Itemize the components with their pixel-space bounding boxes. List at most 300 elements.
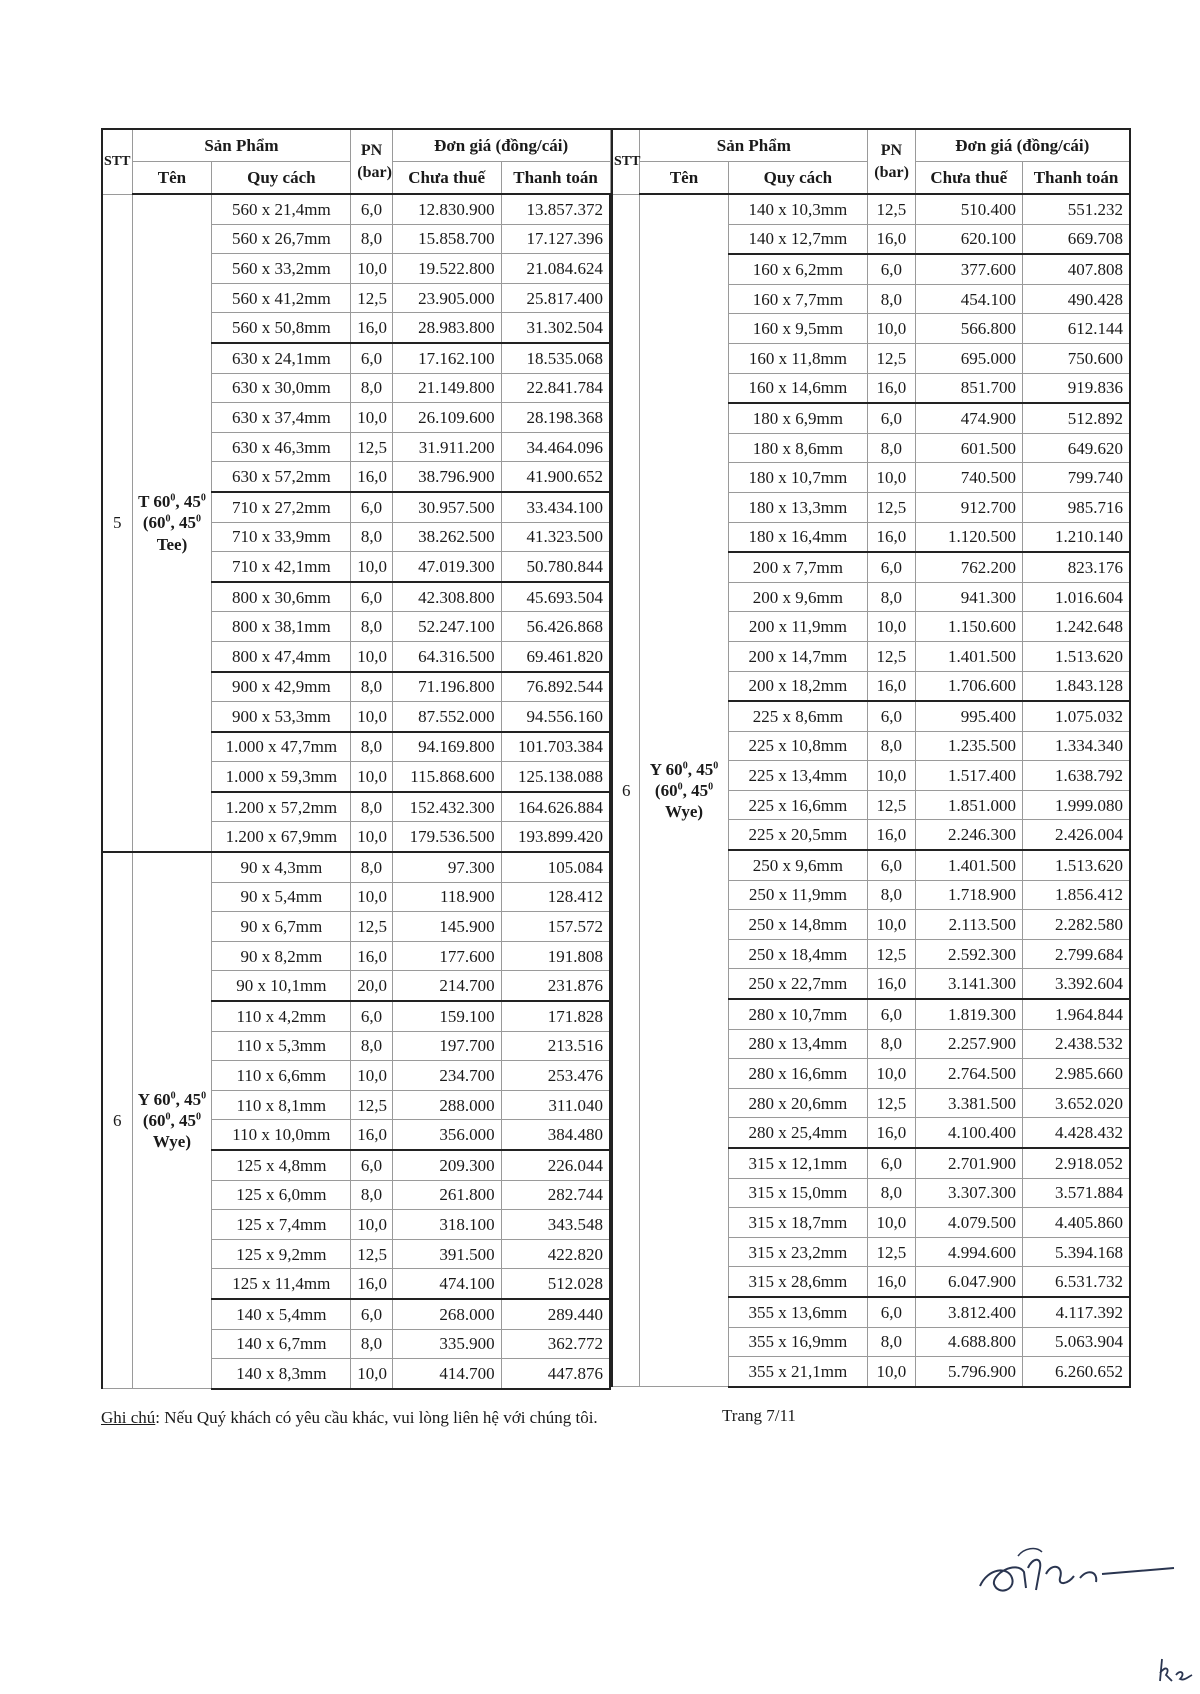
- pn-cell: 12,5: [868, 790, 915, 820]
- pn-cell: 8,0: [868, 284, 915, 314]
- pn-cell: 8,0: [868, 582, 915, 612]
- pn-cell: 6,0: [351, 582, 392, 612]
- spec-cell: 1.000 x 47,7mm: [212, 732, 351, 762]
- price-total: 1.016.604: [1023, 582, 1131, 612]
- header-pn-label: PN: [880, 141, 903, 159]
- pn-cell: 10,0: [868, 1059, 915, 1089]
- name-part: , 45: [175, 1089, 202, 1109]
- price-total: 1.513.620: [1023, 850, 1131, 880]
- degree-sup: 0: [196, 513, 202, 525]
- price-before-tax: 64.316.500: [392, 641, 501, 671]
- price-total: 1.075.032: [1023, 701, 1131, 731]
- price-before-tax: 268.000: [392, 1299, 501, 1329]
- name-part: Y 60: [649, 759, 683, 779]
- spec-cell: 250 x 11,9mm: [728, 880, 868, 910]
- price-before-tax: 145.900: [392, 912, 501, 942]
- header-ten: Tên: [640, 162, 728, 195]
- price-before-tax: 4.994.600: [915, 1237, 1022, 1267]
- price-before-tax: 4.100.400: [915, 1118, 1022, 1148]
- spec-cell: 250 x 18,4mm: [728, 939, 868, 969]
- price-before-tax: 17.162.100: [392, 343, 501, 373]
- spec-cell: 90 x 5,4mm: [212, 882, 351, 912]
- pn-cell: 10,0: [868, 463, 915, 493]
- pn-cell: 6,0: [351, 1001, 392, 1031]
- pn-cell: 8,0: [351, 1329, 392, 1359]
- name-part: , 45: [170, 513, 197, 533]
- pn-cell: 6,0: [351, 194, 392, 224]
- name-part: Tee): [156, 534, 188, 554]
- spec-cell: 125 x 4,8mm: [212, 1150, 351, 1180]
- price-before-tax: 620.100: [915, 224, 1022, 254]
- pn-cell: 12,5: [351, 432, 392, 462]
- degree-sup: 0: [708, 781, 714, 793]
- price-total: 105.084: [501, 852, 610, 882]
- spec-cell: 630 x 24,1mm: [212, 343, 351, 373]
- spec-cell: 160 x 9,5mm: [728, 314, 868, 344]
- price-before-tax: 1.851.000: [915, 790, 1022, 820]
- pn-cell: 10,0: [351, 1061, 392, 1091]
- price-before-tax: 288.000: [392, 1090, 501, 1120]
- spec-cell: 900 x 53,3mm: [212, 702, 351, 732]
- price-before-tax: 377.600: [915, 254, 1022, 284]
- pn-cell: 8,0: [351, 373, 392, 403]
- degree-sup: 0: [165, 513, 171, 525]
- price-before-tax: 414.700: [392, 1359, 501, 1389]
- price-total: 94.556.160: [501, 702, 610, 732]
- pn-cell: 16,0: [868, 969, 915, 999]
- spec-cell: 225 x 10,8mm: [728, 731, 868, 761]
- pn-cell: 12,5: [868, 1088, 915, 1118]
- price-total: 799.740: [1023, 463, 1131, 493]
- price-before-tax: 474.900: [915, 403, 1022, 433]
- spec-cell: 200 x 9,6mm: [728, 582, 868, 612]
- price-before-tax: 179.536.500: [392, 822, 501, 852]
- pn-cell: 8,0: [351, 612, 392, 642]
- price-before-tax: 2.257.900: [915, 1029, 1022, 1059]
- price-total: 33.434.100: [501, 492, 610, 522]
- header-pn: [868, 129, 915, 194]
- price-before-tax: 47.019.300: [392, 552, 501, 582]
- price-before-tax: 19.522.800: [392, 254, 501, 284]
- price-before-tax: 177.600: [392, 941, 501, 971]
- spec-cell: 140 x 5,4mm: [212, 1299, 351, 1329]
- signature: [968, 1538, 1178, 1608]
- pn-cell: 6,0: [868, 1297, 915, 1327]
- pn-cell: 8,0: [351, 1180, 392, 1210]
- price-total: 25.817.400: [501, 283, 610, 313]
- footer-note: [101, 1408, 598, 1428]
- pn-cell: 6,0: [868, 850, 915, 880]
- name-part: T 60: [138, 492, 171, 512]
- spec-cell: 315 x 12,1mm: [728, 1148, 868, 1178]
- initials-mark: [1158, 1655, 1198, 1685]
- pn-cell: 10,0: [351, 882, 392, 912]
- degree-sup: 0: [165, 1111, 171, 1123]
- price-before-tax: 28.983.800: [392, 313, 501, 343]
- spec-cell: 355 x 16,9mm: [728, 1327, 868, 1357]
- price-before-tax: 3.381.500: [915, 1088, 1022, 1118]
- price-total: 45.693.504: [501, 582, 610, 612]
- pn-cell: 12,5: [868, 343, 915, 373]
- price-total: 289.440: [501, 1299, 610, 1329]
- price-total: 447.876: [501, 1359, 610, 1389]
- pn-cell: 8,0: [351, 224, 392, 254]
- price-before-tax: 26.109.600: [392, 403, 501, 433]
- price-total: 101.703.384: [501, 732, 610, 762]
- pn-cell: 10,0: [351, 552, 392, 582]
- price-before-tax: 31.911.200: [392, 432, 501, 462]
- table-row: [102, 194, 610, 224]
- name-part: , 45: [682, 781, 709, 800]
- price-total: 157.572: [501, 912, 610, 942]
- header-quy-cach: Quy cách: [212, 162, 351, 195]
- spec-cell: 160 x 14,6mm: [728, 373, 868, 403]
- spec-cell: 200 x 18,2mm: [728, 671, 868, 701]
- price-total: 919.836: [1023, 373, 1131, 403]
- pn-cell: 10,0: [868, 1357, 915, 1387]
- pn-cell: 10,0: [351, 822, 392, 852]
- header-chua-thue: Chưa thuế: [392, 162, 501, 195]
- spec-cell: 125 x 7,4mm: [212, 1210, 351, 1240]
- price-total: 128.412: [501, 882, 610, 912]
- price-total: 3.571.884: [1023, 1178, 1131, 1208]
- price-before-tax: 762.200: [915, 552, 1022, 582]
- pn-cell: 6,0: [351, 343, 392, 373]
- price-total: 1.856.412: [1023, 880, 1131, 910]
- price-total: 56.426.868: [501, 612, 610, 642]
- price-total: 22.841.784: [501, 373, 610, 403]
- price-before-tax: 52.247.100: [392, 612, 501, 642]
- price-total: 311.040: [501, 1090, 610, 1120]
- header-san-pham: Sản Phẩm: [640, 129, 868, 162]
- pn-cell: 6,0: [868, 999, 915, 1029]
- spec-cell: 225 x 8,6mm: [728, 701, 868, 731]
- price-total: 512.028: [501, 1269, 610, 1299]
- pn-cell: 16,0: [868, 1267, 915, 1297]
- price-total: 41.900.652: [501, 462, 610, 492]
- price-before-tax: 30.957.500: [392, 492, 501, 522]
- pn-cell: 16,0: [868, 522, 915, 552]
- name-part: , 45: [170, 1111, 197, 1131]
- spec-cell: 110 x 10,0mm: [212, 1120, 351, 1150]
- price-before-tax: 2.701.900: [915, 1148, 1022, 1178]
- spec-cell: 180 x 16,4mm: [728, 522, 868, 552]
- price-before-tax: 1.706.600: [915, 671, 1022, 701]
- pn-cell: 6,0: [868, 701, 915, 731]
- price-before-tax: 214.700: [392, 971, 501, 1001]
- price-total: 1.843.128: [1023, 671, 1131, 701]
- pn-cell: 12,5: [351, 1090, 392, 1120]
- pn-cell: 6,0: [868, 403, 915, 433]
- spec-cell: 125 x 6,0mm: [212, 1180, 351, 1210]
- spec-cell: 110 x 6,6mm: [212, 1061, 351, 1091]
- price-total: 34.464.096: [501, 432, 610, 462]
- table-body-left: [102, 194, 610, 1389]
- price-before-tax: 1.235.500: [915, 731, 1022, 761]
- spec-cell: 630 x 46,3mm: [212, 432, 351, 462]
- price-total: 343.548: [501, 1210, 610, 1240]
- name-part: , 45: [175, 492, 201, 512]
- pn-cell: 12,5: [868, 492, 915, 522]
- spec-cell: 900 x 42,9mm: [212, 672, 351, 702]
- price-before-tax: 740.500: [915, 463, 1022, 493]
- price-total: 1.999.080: [1023, 790, 1131, 820]
- degree-sup: 0: [200, 492, 206, 504]
- price-total: 13.857.372: [501, 194, 610, 224]
- price-before-tax: 5.796.900: [915, 1357, 1022, 1387]
- pn-cell: 6,0: [351, 492, 392, 522]
- spec-cell: 110 x 4,2mm: [212, 1001, 351, 1031]
- price-before-tax: 87.552.000: [392, 702, 501, 732]
- price-total: 612.144: [1023, 314, 1131, 344]
- price-before-tax: 115.868.600: [392, 762, 501, 792]
- price-total: 1.513.620: [1023, 641, 1131, 671]
- price-total: 1.242.648: [1023, 612, 1131, 642]
- pn-cell: 12,5: [868, 194, 915, 224]
- price-total: 18.535.068: [501, 343, 610, 373]
- price-before-tax: 454.100: [915, 284, 1022, 314]
- price-total: 750.600: [1023, 343, 1131, 373]
- degree-sup: 0: [170, 492, 176, 504]
- spec-cell: 225 x 13,4mm: [728, 761, 868, 791]
- price-before-tax: 912.700: [915, 492, 1022, 522]
- pn-cell: 12,5: [351, 912, 392, 942]
- price-total: 512.892: [1023, 403, 1131, 433]
- pn-cell: 8,0: [868, 731, 915, 761]
- price-before-tax: 1.819.300: [915, 999, 1022, 1029]
- pn-cell: 8,0: [868, 1178, 915, 1208]
- spec-cell: 225 x 20,5mm: [728, 820, 868, 850]
- price-total: 2.438.532: [1023, 1029, 1131, 1059]
- price-before-tax: 1.517.400: [915, 761, 1022, 791]
- name-part: Wye): [664, 802, 704, 822]
- price-total: 226.044: [501, 1150, 610, 1180]
- product-name: [132, 852, 212, 1389]
- price-before-tax: 12.830.900: [392, 194, 501, 224]
- header-thanh-toan: Thanh toán: [1023, 162, 1131, 195]
- header-thanh-toan: Thanh toán: [501, 162, 610, 195]
- degree-sup: 0: [201, 1090, 207, 1102]
- price-table-left: [101, 128, 611, 1390]
- name-part: Y 60: [137, 1089, 171, 1109]
- price-before-tax: 995.400: [915, 701, 1022, 731]
- spec-cell: 90 x 4,3mm: [212, 852, 351, 882]
- price-total: 985.716: [1023, 492, 1131, 522]
- price-before-tax: 601.500: [915, 433, 1022, 463]
- price-before-tax: 335.900: [392, 1329, 501, 1359]
- pn-cell: 16,0: [868, 224, 915, 254]
- price-total: 164.626.884: [501, 792, 610, 822]
- price-total: 669.708: [1023, 224, 1131, 254]
- price-before-tax: 2.113.500: [915, 910, 1022, 940]
- spec-cell: 225 x 16,6mm: [728, 790, 868, 820]
- header-bar-label: (bar): [874, 163, 909, 181]
- price-before-tax: 391.500: [392, 1239, 501, 1269]
- pn-cell: 16,0: [868, 671, 915, 701]
- spec-cell: 800 x 30,6mm: [212, 582, 351, 612]
- pn-cell: 8,0: [351, 1031, 392, 1061]
- spec-cell: 355 x 21,1mm: [728, 1357, 868, 1387]
- header-don-gia: Đơn giá (đồng/cái): [392, 129, 610, 162]
- price-total: 362.772: [501, 1329, 610, 1359]
- price-before-tax: 474.100: [392, 1269, 501, 1299]
- price-before-tax: 2.246.300: [915, 820, 1022, 850]
- pn-cell: 8,0: [351, 792, 392, 822]
- spec-cell: 200 x 7,7mm: [728, 552, 868, 582]
- pn-cell: 8,0: [868, 1327, 915, 1357]
- name-part: (60: [654, 781, 678, 800]
- name-part: , 45: [687, 759, 714, 779]
- header-bar-label: (bar): [357, 163, 392, 181]
- price-total: 490.428: [1023, 284, 1131, 314]
- degree-sup: 0: [713, 760, 719, 772]
- header-quy-cach: Quy cách: [728, 162, 868, 195]
- degree-sup: 0: [677, 781, 683, 793]
- spec-cell: 140 x 10,3mm: [728, 194, 868, 224]
- pn-cell: 8,0: [351, 522, 392, 552]
- pn-cell: 10,0: [868, 1208, 915, 1238]
- header-san-pham: Sản Phẩm: [132, 129, 351, 162]
- price-before-tax: 566.800: [915, 314, 1022, 344]
- price-total: 4.428.432: [1023, 1118, 1131, 1148]
- spec-cell: 180 x 10,7mm: [728, 463, 868, 493]
- table-body-right: [612, 194, 1130, 1387]
- pn-cell: 8,0: [868, 1029, 915, 1059]
- price-total: 231.876: [501, 971, 610, 1001]
- price-total: 5.063.904: [1023, 1327, 1131, 1357]
- pn-cell: 16,0: [351, 313, 392, 343]
- spec-cell: 315 x 23,2mm: [728, 1237, 868, 1267]
- price-total: 5.394.168: [1023, 1237, 1131, 1267]
- price-before-tax: 1.401.500: [915, 850, 1022, 880]
- pn-cell: 12,5: [868, 939, 915, 969]
- spec-cell: 160 x 11,8mm: [728, 343, 868, 373]
- row-stt: 6: [612, 194, 640, 1387]
- price-before-tax: 1.120.500: [915, 522, 1022, 552]
- price-total: 384.480: [501, 1120, 610, 1150]
- spec-cell: 355 x 13,6mm: [728, 1297, 868, 1327]
- price-before-tax: 4.688.800: [915, 1327, 1022, 1357]
- spec-cell: 140 x 12,7mm: [728, 224, 868, 254]
- spec-cell: 280 x 16,6mm: [728, 1059, 868, 1089]
- spec-cell: 250 x 9,6mm: [728, 850, 868, 880]
- name-part: (60: [142, 513, 166, 533]
- price-before-tax: 118.900: [392, 882, 501, 912]
- degree-sup: 0: [682, 760, 688, 772]
- pn-cell: 8,0: [351, 732, 392, 762]
- price-before-tax: 1.718.900: [915, 880, 1022, 910]
- price-before-tax: 94.169.800: [392, 732, 501, 762]
- spec-cell: 315 x 15,0mm: [728, 1178, 868, 1208]
- price-total: 6.260.652: [1023, 1357, 1131, 1387]
- price-before-tax: 97.300: [392, 852, 501, 882]
- spec-cell: 560 x 41,2mm: [212, 283, 351, 313]
- spec-cell: 1.200 x 57,2mm: [212, 792, 351, 822]
- page-number: Trang 7/11: [722, 1406, 796, 1425]
- pn-cell: 10,0: [868, 314, 915, 344]
- pn-cell: 10,0: [351, 702, 392, 732]
- spec-cell: 630 x 37,4mm: [212, 403, 351, 433]
- spec-cell: 90 x 8,2mm: [212, 941, 351, 971]
- price-before-tax: 1.401.500: [915, 641, 1022, 671]
- spec-cell: 110 x 5,3mm: [212, 1031, 351, 1061]
- price-total: 41.323.500: [501, 522, 610, 552]
- price-before-tax: 851.700: [915, 373, 1022, 403]
- spec-cell: 160 x 6,2mm: [728, 254, 868, 284]
- spec-cell: 630 x 57,2mm: [212, 462, 351, 492]
- pn-cell: 8,0: [351, 852, 392, 882]
- price-total: 2.985.660: [1023, 1059, 1131, 1089]
- price-before-tax: 1.150.600: [915, 612, 1022, 642]
- pn-cell: 12,5: [868, 1237, 915, 1267]
- footer-note-text: : Nếu Quý khách có yêu cầu khác, vui lòng liên hệ với chúng tôi.: [155, 1408, 598, 1427]
- degree-sup: 0: [170, 1090, 176, 1102]
- price-before-tax: 234.700: [392, 1061, 501, 1091]
- price-before-tax: 159.100: [392, 1001, 501, 1031]
- price-before-tax: 261.800: [392, 1180, 501, 1210]
- pn-cell: 12,5: [868, 641, 915, 671]
- price-total: 1.964.844: [1023, 999, 1131, 1029]
- price-total: 28.198.368: [501, 403, 610, 433]
- price-total: 171.828: [501, 1001, 610, 1031]
- spec-cell: 630 x 30,0mm: [212, 373, 351, 403]
- spec-cell: 560 x 21,4mm: [212, 194, 351, 224]
- price-total: 2.282.580: [1023, 910, 1131, 940]
- price-before-tax: 941.300: [915, 582, 1022, 612]
- pn-cell: 8,0: [868, 880, 915, 910]
- price-before-tax: 318.100: [392, 1210, 501, 1240]
- spec-cell: 560 x 50,8mm: [212, 313, 351, 343]
- price-total: 649.620: [1023, 433, 1131, 463]
- price-before-tax: 510.400: [915, 194, 1022, 224]
- price-before-tax: 38.796.900: [392, 462, 501, 492]
- footer-ghi-chu: Ghi chú: [101, 1408, 156, 1427]
- pn-cell: 20,0: [351, 971, 392, 1001]
- pn-cell: 10,0: [351, 762, 392, 792]
- product-name: [132, 194, 212, 852]
- table-row: [102, 852, 610, 882]
- price-before-tax: 71.196.800: [392, 672, 501, 702]
- price-total: 282.744: [501, 1180, 610, 1210]
- pn-cell: 8,0: [868, 433, 915, 463]
- price-total: 193.899.420: [501, 822, 610, 852]
- price-before-tax: 2.592.300: [915, 939, 1022, 969]
- price-total: 2.918.052: [1023, 1148, 1131, 1178]
- spec-cell: 250 x 22,7mm: [728, 969, 868, 999]
- spec-cell: 710 x 27,2mm: [212, 492, 351, 522]
- pn-cell: 16,0: [351, 1269, 392, 1299]
- spec-cell: 90 x 6,7mm: [212, 912, 351, 942]
- price-total: 76.892.544: [501, 672, 610, 702]
- price-total: 69.461.820: [501, 641, 610, 671]
- pn-cell: 16,0: [351, 462, 392, 492]
- price-before-tax: 356.000: [392, 1120, 501, 1150]
- price-total: 551.232: [1023, 194, 1131, 224]
- spec-cell: 250 x 14,8mm: [728, 910, 868, 940]
- price-total: 21.084.624: [501, 254, 610, 284]
- degree-sup: 0: [196, 1111, 202, 1123]
- spec-cell: 800 x 38,1mm: [212, 612, 351, 642]
- spec-cell: 200 x 11,9mm: [728, 612, 868, 642]
- spec-cell: 160 x 7,7mm: [728, 284, 868, 314]
- header-stt: STT: [612, 129, 640, 194]
- spec-cell: 280 x 10,7mm: [728, 999, 868, 1029]
- pn-cell: 6,0: [351, 1150, 392, 1180]
- price-total: 31.302.504: [501, 313, 610, 343]
- pn-cell: 6,0: [868, 1148, 915, 1178]
- name-part: Wye): [152, 1132, 191, 1152]
- pn-cell: 10,0: [351, 641, 392, 671]
